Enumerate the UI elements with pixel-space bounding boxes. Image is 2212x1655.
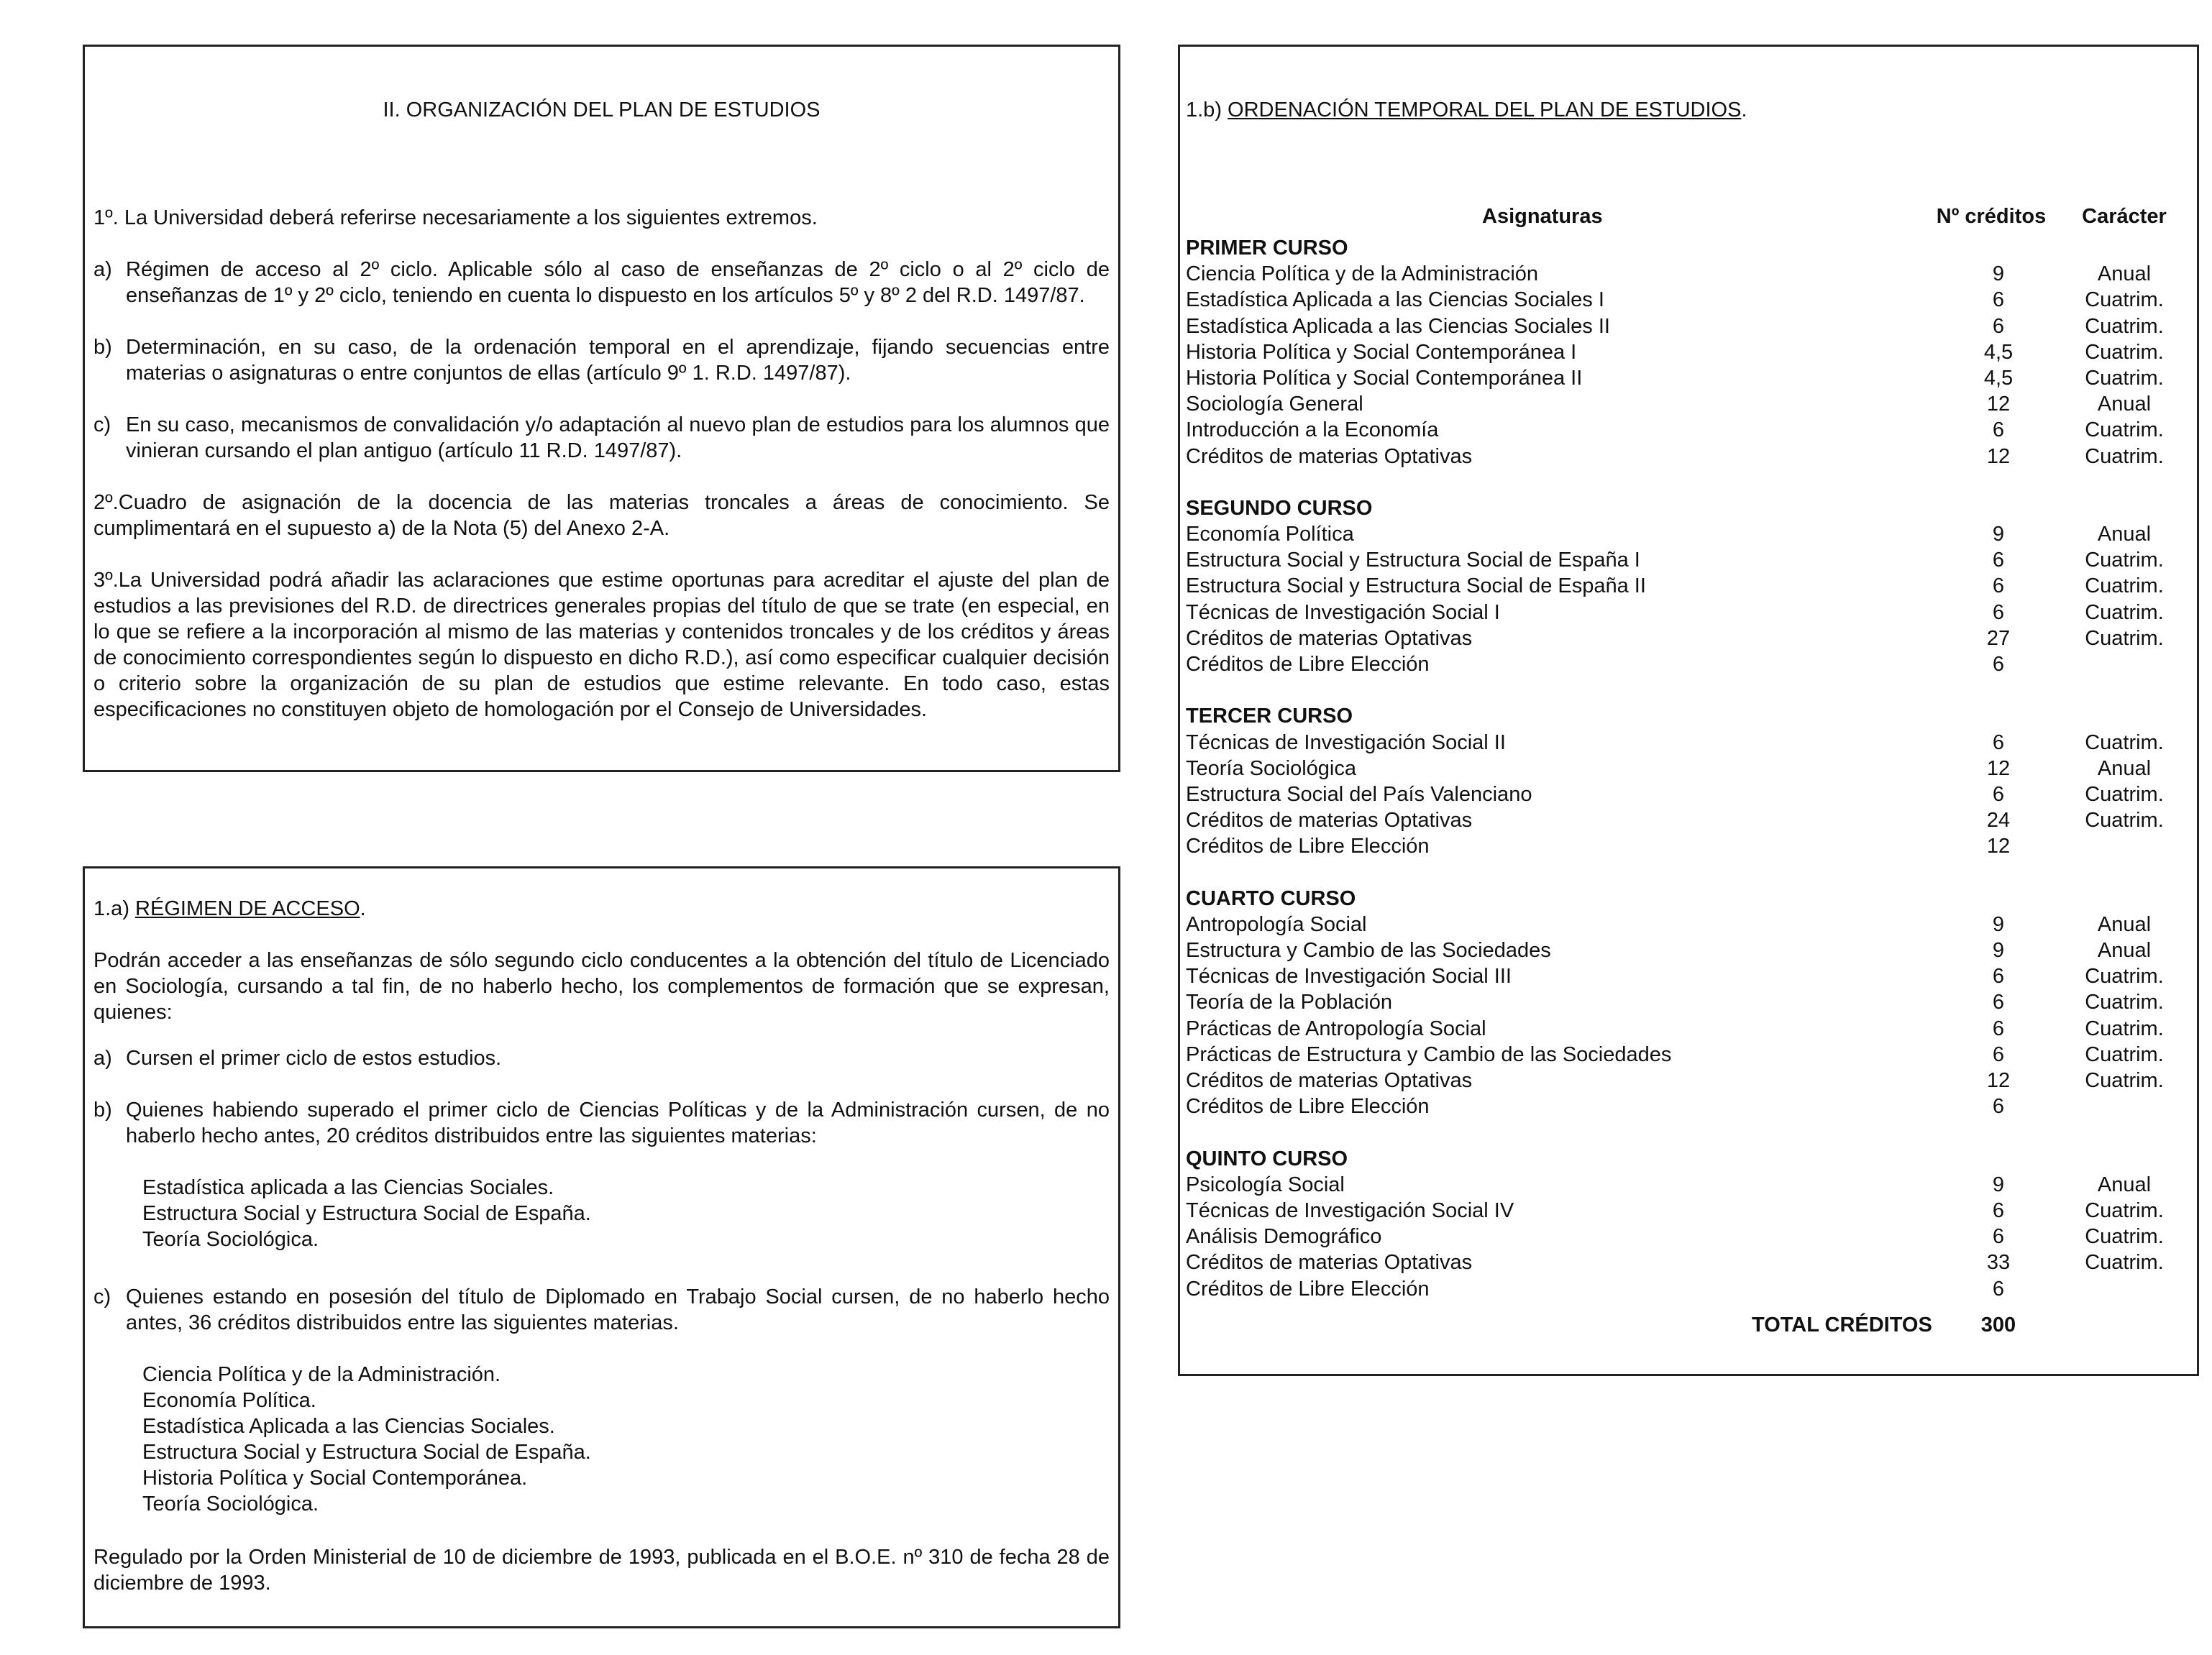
- subject-credits: 6: [1992, 314, 2005, 338]
- list-item: Ciencia Política y de la Administración.: [142, 1363, 501, 1386]
- subject-name: Técnicas de Investigación Social III: [1186, 965, 1512, 989]
- list-item: Estadística aplicada a las Ciencias Sociales.: [142, 1176, 554, 1199]
- table-row: [1186, 989, 2193, 1015]
- subject-name: Créditos de materias Optativas: [1186, 1069, 1473, 1092]
- item-marker: a): [93, 1047, 112, 1070]
- organizacion-item-c: [93, 412, 1110, 464]
- subject-type: Cuatrim.: [2085, 444, 2164, 468]
- subject-type: Cuatrim.: [2085, 626, 2164, 650]
- subject-name: Teoría de la Población: [1186, 991, 1392, 1014]
- total-value: 300: [1980, 1314, 2016, 1337]
- table-row: [1186, 1276, 2193, 1302]
- subject-type: Cuatrim.: [2085, 288, 2164, 312]
- table-row: [1186, 391, 2193, 417]
- subject-name: Antropología Social: [1186, 912, 1367, 936]
- subject-name: Análisis Demográfico: [1186, 1225, 1382, 1249]
- subject-name: Estadística Aplicada a las Ciencias Sociales II: [1186, 314, 1610, 338]
- list-item: Estructura Social y Estructura Social de España.: [142, 1441, 591, 1464]
- subject-type: Cuatrim.: [2085, 366, 2164, 390]
- subject-type: Anual: [2097, 523, 2152, 546]
- plan-heading-suffix: .: [1741, 98, 1747, 122]
- subject-credits: 24: [1986, 809, 2011, 833]
- subject-type: Cuatrim.: [2085, 730, 2164, 754]
- subject-type: Cuatrim.: [2085, 600, 2164, 624]
- table-row: [1186, 651, 2193, 677]
- subject-type: Cuatrim.: [2085, 1198, 2164, 1222]
- plan-heading: [1186, 98, 1747, 122]
- course-title: PRIMER CURSO: [1186, 237, 1348, 260]
- table-row: [1186, 1094, 2193, 1119]
- table-row: [1186, 1042, 2193, 1068]
- table-row: [1186, 573, 2193, 599]
- item-text: Quienes estando en posesión del título de Diplomado en Trabajo Social cursen, de no haberlo hecho antes, 36 créditos distribuidos entre las siguientes materias.: [126, 1285, 1110, 1334]
- subject-name: Estructura Social y Estructura Social de España II: [1186, 574, 1646, 598]
- table-row: [1186, 1016, 2193, 1042]
- subject-credits: 6: [1992, 1017, 2005, 1040]
- subject-credits: 9: [1992, 523, 2005, 546]
- table-row: [1186, 1224, 2193, 1250]
- subject-credits: 6: [1992, 418, 2005, 442]
- list-item: Estructura Social y Estructura Social de España.: [142, 1202, 591, 1225]
- subject-type: Cuatrim.: [2085, 965, 2164, 989]
- item-marker: b): [93, 336, 112, 359]
- subject-name: Sociología General: [1186, 393, 1363, 416]
- subject-credits: 4,5: [1983, 366, 2014, 390]
- organizacion-p1: 1º. La Universidad deberá referirse necesariamente a los siguientes extremos.: [93, 206, 818, 229]
- item-text: Quienes habiendo superado el primer ciclo de Ciencias Políticas y de la Administración cursen, de no haberlo hecho antes, 20 créditos distribuidos entre las siguientes materias:: [126, 1099, 1110, 1147]
- list-item: Historia Política y Social Contemporánea.: [142, 1467, 528, 1490]
- organizacion-title: II. ORGANIZACIÓN DEL PLAN DE ESTUDIOS: [383, 98, 821, 122]
- item-text: Cursen el primer ciclo de estos estudios.: [126, 1047, 502, 1070]
- table-row: [1186, 730, 2193, 756]
- table-row: [1186, 807, 2193, 833]
- acceso-heading: [93, 896, 1110, 922]
- table-row: [1186, 261, 2193, 287]
- plan-heading-prefix: 1.b): [1186, 98, 1222, 122]
- acceso-c-list: [142, 1362, 591, 1517]
- organizacion-p2: 2º.Cuadro de asignación de la docencia de las materias troncales a áreas de conocimiento. Se cumplimentará en el supuesto a) de la Nota (5) del Anexo 2-A.: [93, 491, 1110, 540]
- course-title: CUARTO CURSO: [1186, 886, 1356, 910]
- subject-type: Anual: [2097, 939, 2152, 963]
- subject-credits: 12: [1986, 835, 2011, 858]
- acceso-item-b: [93, 1097, 1110, 1149]
- subject-credits: 33: [1986, 1251, 2011, 1275]
- list-item: Teoría Sociológica.: [142, 1493, 319, 1516]
- item-marker: a): [93, 258, 112, 281]
- course-spacer: [1186, 860, 2193, 886]
- subject-name: Estadística Aplicada a las Ciencias Sociales I: [1186, 288, 1604, 312]
- table-row: [1186, 781, 2193, 807]
- table-row: [1186, 417, 2193, 443]
- table-row: [1186, 1172, 2193, 1198]
- acceso-heading-prefix: 1.a): [93, 897, 129, 920]
- table-row: [1186, 365, 2193, 391]
- table-row: [1186, 339, 2193, 365]
- subject-name: Teoría Sociológica: [1186, 756, 1356, 780]
- subject-credits: 6: [1992, 1277, 2005, 1301]
- subject-name: Prácticas de Antropología Social: [1186, 1017, 1486, 1040]
- table-row: [1186, 521, 2193, 547]
- acceso-intro: Podrán acceder a las enseñanzas de sólo segundo ciclo conducentes a la obtención del título de Licenciado en Sociología, cursando a tal fin, de no haberlo hecho, los complementos de formación que se expresan, quienes:: [93, 949, 1110, 1024]
- subject-name: Técnicas de Investigación Social I: [1186, 600, 1500, 624]
- acceso-b-list: [142, 1175, 591, 1252]
- list-item: Economía Política.: [142, 1389, 316, 1412]
- subject-credits: 12: [1986, 393, 2011, 416]
- subject-credits: 6: [1992, 1198, 2005, 1222]
- subject-name: Créditos de Libre Elección: [1186, 1095, 1430, 1119]
- subject-credits: 12: [1986, 756, 2011, 780]
- subject-name: Créditos de Libre Elección: [1186, 653, 1430, 676]
- acceso-item-a: [93, 1045, 1110, 1071]
- table-row: [1186, 625, 2193, 651]
- subject-credits: 12: [1986, 444, 2011, 468]
- subjects-table: [1186, 235, 2193, 1302]
- item-marker: b): [93, 1099, 112, 1122]
- table-row: [1186, 600, 2193, 625]
- subject-name: Estructura Social del País Valenciano: [1186, 782, 1532, 806]
- table-row: [1186, 1250, 2193, 1275]
- organizacion-item-a: [93, 257, 1110, 308]
- subject-name: Economía Política: [1186, 523, 1354, 546]
- item-text: En su caso, mecanismos de convalidación y/o adaptación al nuevo plan de estudios para los alumnos que vinieran cursando el plan antiguo (artículo 11 R.D. 1497/87).: [126, 413, 1110, 462]
- table-row: [1186, 963, 2193, 989]
- col-header-caracter: Carácter: [2082, 205, 2167, 228]
- subject-type: Cuatrim.: [2085, 1225, 2164, 1249]
- subject-name: Créditos de Libre Elección: [1186, 835, 1430, 858]
- subject-credits: 6: [1992, 549, 2005, 572]
- course-title: QUINTO CURSO: [1186, 1147, 1348, 1170]
- subject-type: Anual: [2097, 262, 2152, 286]
- acceso-heading-suffix: .: [360, 897, 366, 920]
- subject-credits: 27: [1986, 626, 2011, 650]
- subject-credits: 12: [1986, 1069, 2011, 1092]
- subject-credits: 6: [1992, 1095, 2005, 1119]
- table-row: [1186, 1068, 2193, 1094]
- course-spacer: [1186, 677, 2193, 703]
- acceso-item-c: [93, 1284, 1110, 1336]
- subject-name: Historia Política y Social Contemporánea I: [1186, 340, 1577, 364]
- subject-name: Psicología Social: [1186, 1173, 1345, 1196]
- subject-credits: 6: [1992, 965, 2005, 989]
- table-row: [1186, 912, 2193, 937]
- subject-credits: 9: [1992, 912, 2005, 936]
- subject-name: Historia Política y Social Contemporánea II: [1186, 366, 1583, 390]
- subject-name: Estructura y Cambio de las Sociedades: [1186, 939, 1551, 963]
- subject-credits: 6: [1992, 1225, 2005, 1249]
- subject-credits: 9: [1992, 262, 2005, 286]
- subject-type: Anual: [2097, 912, 2152, 936]
- subject-type: Cuatrim.: [2085, 991, 2164, 1014]
- subject-name: Ciencia Política y de la Administración: [1186, 262, 1539, 286]
- subject-type: Cuatrim.: [2085, 809, 2164, 833]
- table-row: [1186, 937, 2193, 963]
- acceso-footer: Regulado por la Orden Ministerial de 10 de diciembre de 1993, publicada en el B.O.E. nº 310 de fecha 28 de diciembre de 1993.: [93, 1546, 1110, 1595]
- subject-type: Cuatrim.: [2085, 549, 2164, 572]
- subject-credits: 6: [1992, 600, 2005, 624]
- course-title: TERCER CURSO: [1186, 705, 1353, 728]
- subject-name: Técnicas de Investigación Social IV: [1186, 1198, 1514, 1222]
- table-row: [1186, 547, 2193, 573]
- subject-type: Cuatrim.: [2085, 418, 2164, 442]
- subject-type: Cuatrim.: [2085, 1017, 2164, 1040]
- list-item: Teoría Sociológica.: [142, 1228, 319, 1251]
- list-item: Estadística Aplicada a las Ciencias Sociales.: [142, 1415, 555, 1438]
- table-row: [1186, 313, 2193, 339]
- item-text: Régimen de acceso al 2º ciclo. Aplicable sólo al caso de enseñanzas de 2º ciclo o al 2º ciclo de enseñanzas de 1º y 2º ciclo, teniendo en cuenta lo dispuesto en los artículos 5º y 8º 2 del R.D. 1497/87.: [126, 258, 1110, 307]
- subject-name: Introducción a la Economía: [1186, 418, 1439, 442]
- subject-name: Créditos de materias Optativas: [1186, 809, 1473, 833]
- plan-section: [1178, 45, 2199, 1376]
- col-header-creditos: Nº créditos: [1936, 205, 2047, 228]
- subject-name: Prácticas de Estructura y Cambio de las Sociedades: [1186, 1042, 1672, 1066]
- subject-type: Cuatrim.: [2085, 1069, 2164, 1092]
- subject-name: Créditos de materias Optativas: [1186, 444, 1473, 468]
- acceso-section: [83, 866, 1120, 1628]
- subject-type: Anual: [2097, 393, 2152, 416]
- subject-name: Créditos de materias Optativas: [1186, 1251, 1473, 1275]
- col-header-asignaturas: Asignaturas: [1482, 205, 1603, 228]
- item-marker: c): [93, 413, 111, 436]
- subject-type: Anual: [2097, 756, 2152, 780]
- table-row: [1186, 287, 2193, 313]
- subject-credits: 6: [1992, 782, 2005, 806]
- subject-credits: 6: [1992, 730, 2005, 754]
- organizacion-item-b: [93, 334, 1110, 386]
- subject-credits: 6: [1992, 991, 2005, 1014]
- organizacion-p3: 3º.La Universidad podrá añadir las aclaraciones que estime oportunas para acreditar el ajuste del plan de estudios a las previsiones del R.D. de directrices generales propias del título de que se trate (en especial, en lo que se refiere a la incorporación al mismo de las materias y contenidos troncales y de los créditos y áreas de conocimiento correspondientes según lo dispuesto en dicho R.D.), así como especificar cualquier decisión o criterio sobre la organización de su plan de estudios que estime relevante. En todo caso, estas especificaciones no constituyen objeto de homologación por el Consejo de Universidades.: [93, 569, 1110, 721]
- table-row: [1186, 444, 2193, 469]
- subject-type: Cuatrim.: [2085, 314, 2164, 338]
- table-row: [1186, 1198, 2193, 1224]
- course-title: SEGUNDO CURSO: [1186, 496, 1373, 520]
- subject-credits: 9: [1992, 1173, 2005, 1196]
- subject-name: Créditos de Libre Elección: [1186, 1277, 1430, 1301]
- plan-heading-text: ORDENACIÓN TEMPORAL DEL PLAN DE ESTUDIOS: [1228, 98, 1742, 122]
- subject-type: Cuatrim.: [2085, 1042, 2164, 1066]
- organizacion-section: [83, 45, 1120, 772]
- subject-credits: 6: [1992, 574, 2005, 598]
- subject-type: Cuatrim.: [2085, 1251, 2164, 1275]
- subject-credits: 4,5: [1983, 340, 2014, 364]
- subject-name: Técnicas de Investigación Social II: [1186, 730, 1506, 754]
- course-spacer: [1186, 469, 2193, 495]
- subject-credits: 6: [1992, 653, 2005, 676]
- course-spacer: [1186, 1119, 2193, 1145]
- item-marker: c): [93, 1285, 111, 1308]
- subject-type: Cuatrim.: [2085, 782, 2164, 806]
- subject-type: Cuatrim.: [2085, 574, 2164, 598]
- subject-type: Anual: [2097, 1173, 2152, 1196]
- subject-credits: 6: [1992, 288, 2005, 312]
- total-label: TOTAL CRÉDITOS: [1752, 1314, 1932, 1337]
- table-row: [1186, 756, 2193, 781]
- acceso-heading-text: RÉGIMEN DE ACCESO: [135, 897, 360, 920]
- item-text: Determinación, en su caso, de la ordenación temporal en el aprendizaje, fijando secuencias entre materias o asignaturas o entre conjuntos de ellas (artículo 9º 1. R.D. 1497/87).: [126, 336, 1110, 385]
- table-row: [1186, 833, 2193, 859]
- subject-type: Cuatrim.: [2085, 340, 2164, 364]
- subject-credits: 9: [1992, 939, 2005, 963]
- subject-name: Créditos de materias Optativas: [1186, 626, 1473, 650]
- subject-credits: 6: [1992, 1042, 2005, 1066]
- subject-name: Estructura Social y Estructura Social de España I: [1186, 549, 1640, 572]
